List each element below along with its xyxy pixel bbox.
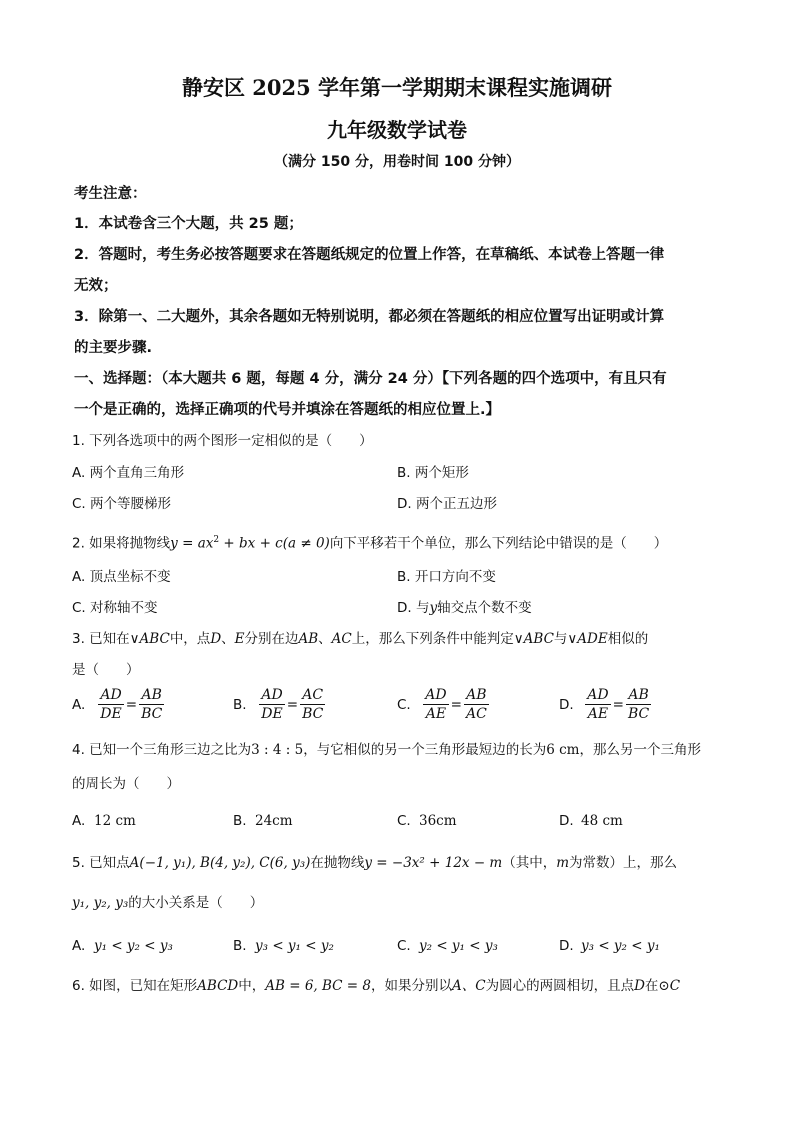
q2-formula-rest: + bx + c [219,535,283,552]
q4-text-3: ，那么另一个三角形 [579,742,701,758]
q1-option-c: C. 两个等腰梯形 [72,496,172,512]
q3-option-b [233,686,325,723]
score-note: （满分 150 分，用卷时间 100 分钟） [274,154,520,170]
option-value: y₃ < y₁ < y₂ [255,938,334,954]
q2-option-a: A. 顶点坐标不变 [72,569,171,585]
fraction-denominator: DE [100,706,122,722]
fraction-denominator: BC [141,706,163,722]
option-value: y₁ < y₂ < y₃ [94,938,173,954]
q4-option-d [559,811,623,831]
q3-option-d-frac-2 [626,686,651,723]
notice-item-3b: 的主要步骤. [74,340,153,356]
q3-text-5: 、 [318,631,332,647]
option-label: A. [72,938,86,954]
q3-option-d-frac-1 [585,686,610,723]
q6-text-2: 中， [238,978,266,994]
q3-text-1: 3. 已知在 [72,631,130,647]
fraction-numerator: AC [302,687,324,703]
q2-option-c: C. 对称轴不变 [72,600,158,616]
q1-option-a: A. 两个直角三角形 [72,465,185,481]
q5-option-d [559,936,660,956]
section-1-heading-a: 一、选择题：（本大题共 6 题，每题 4 分，满分 24 分）【下列各题的四个选项中，有且只有 [74,371,667,387]
notice-item-3a: 3．除第一、二大题外，其余各题如无特别说明，都必须在答题纸的相应位置写出证明或计算 [74,309,665,325]
q3-option-d-label: D. [559,696,574,713]
q3-option-a [72,686,164,723]
q3-text-7: 与 [553,631,568,647]
fraction-numerator: AB [141,687,162,703]
q3-option-a-frac-1 [98,686,123,723]
option-label: C. [397,813,411,829]
option-label: A. [72,813,86,829]
option-label: B. [233,938,247,954]
q2-formula-sq: 2 [213,535,220,545]
option-value: 12 cm [94,813,136,829]
q2-option-b: B. 开口方向不变 [397,569,496,585]
q3-point-e: E [234,631,245,647]
option-label: B. [233,813,247,829]
q4-stem-a [72,740,701,760]
q3-option-c-label: C. [397,696,411,713]
q6-dims: AB = 6, BC = 8 [265,978,371,994]
q6-circle-c: ⊙C [658,978,681,994]
page-title: 静安区 2025 学年第一学期期末课程实施调研 [181,75,613,100]
q2-option-d [397,598,532,618]
q5-text-2: 在抛物线 [310,855,365,871]
notice-item-1: 1．本试卷含三个大题，共 25 题； [74,216,303,232]
q3-option-a-frac-2 [139,686,164,723]
paper-subtitle: 九年级数学试卷 [327,118,467,142]
fraction-denominator: AE [425,706,447,722]
q2-option-d-post: 轴交点个数不变 [437,600,532,616]
q3-triangle-3: ∨ADE [567,631,608,647]
option-value: 36cm [419,813,457,829]
section-1-heading-b: 一个是正确的，选择正确项的代号并填涂在答题纸的相应位置上.】 [74,402,501,418]
q5-parabola: y = −3x² + 12x − m [364,855,503,871]
equals-sign: = [286,696,299,713]
q5-stem-b [72,893,263,913]
q3-point-d: D [210,631,222,647]
q3-text-4: 分别在边 [244,631,299,647]
q4-stem-b: 的周长为（ ） [72,776,180,792]
fraction-denominator: AC [465,706,487,722]
q5-ys: y₁, y₂, y₃ [72,895,129,911]
q4-length: 6 cm [546,742,580,758]
q2-stem [72,530,667,554]
notice-item-2b: 无效； [74,278,118,294]
q3-text-3: 、 [221,631,235,647]
fraction-denominator: AE [587,706,609,722]
equals-sign: = [450,696,462,713]
q6-text-1: 6. 如图，已知在矩形 [72,978,198,994]
q2-formula-cond: (a ≠ 0) [282,535,330,552]
q5-text-3: （其中， [502,855,557,871]
option-label: C. [397,938,411,954]
q3-option-b-label: B. [233,696,247,713]
q4-ratio: 3 : 4 : 5 [251,742,304,758]
q1-option-b: B. 两个矩形 [397,465,469,481]
q2-option-d-pre: D. 与 [397,600,430,616]
q6-centers: A、C [451,978,486,994]
fraction-numerator: AD [425,687,447,703]
q1-option-d: D. 两个正五边形 [397,496,497,512]
notice-item-2a: 2．答题时，考生务必按答题要求在答题纸规定的位置上作答，在草稿纸、本试卷上答题一律 [74,247,665,263]
q5-m: m [556,855,570,871]
q1-stem: 1. 下列各选项中的两个图形一定相似的是（ ） [72,433,373,449]
option-value: y₂ < y₁ < y₃ [419,938,498,954]
q2-stem-pre: 2. 如果将抛物线 [72,535,171,552]
q4-option-a [72,811,136,831]
q3-triangle-2: ∨ABC [513,631,554,647]
q3-option-b-frac-2 [300,686,325,723]
q3-option-c-frac-1 [423,686,448,723]
q3-side-ab: AB [298,631,319,647]
q4-option-b [233,811,293,831]
fraction-numerator: AD [587,687,609,703]
fraction-denominator: BC [302,706,324,722]
q5-text-5: 的大小关系是（ ） [128,895,264,911]
q3-stem-a [72,629,648,649]
option-value: 48 cm [581,813,623,829]
fraction-denominator: DE [261,706,283,722]
q3-option-b-frac-1 [259,686,284,723]
q6-text-5: 在 [644,978,659,994]
equals-sign: = [125,696,138,713]
q6-rect: ABCD [197,978,239,994]
fraction-numerator: AD [261,687,283,703]
q3-option-c-frac-2 [464,686,489,723]
fraction-numerator: AB [628,687,649,703]
q2-formula-eq: = [177,535,198,552]
q3-side-ac: AC [331,631,352,647]
q5-points: A(−1, y₁), B(4, y₂), C(6, y₃) [129,855,311,871]
q6-text-3: ，如果分别以 [370,978,452,994]
option-value: 24cm [255,813,293,829]
q2-option-d-var: y [429,600,438,616]
q3-option-d [559,686,651,723]
q4-text-1: 4. 已知一个三角形三边之比为 [72,742,252,758]
q5-stem-a [72,853,677,873]
q5-option-c [397,936,498,956]
q3-text-8: 相似的 [607,631,649,647]
q2-stem-post: 向下平移若干个单位，那么下列结论中错误的是（ ） [329,535,668,552]
option-label: D. [559,813,574,829]
option-label: D. [559,938,574,954]
fraction-numerator: AD [100,687,122,703]
q4-text-2: ，与它相似的另一个三角形最短边的长为 [303,742,547,758]
fraction-numerator: AB [466,687,487,703]
q3-stem-b: 是（ ） [72,662,140,678]
q2-formula-y: y [170,535,178,552]
fraction-denominator: BC [627,706,650,722]
q6-stem [72,976,680,996]
q5-text-4: 为常数）上，那么 [569,855,678,871]
q5-option-b [233,936,334,956]
q5-text-1: 5. 已知点 [72,855,130,871]
notice-heading: 考生注意： [74,186,147,202]
q5-option-a [72,936,173,956]
q6-point-d: D [634,978,645,994]
q4-option-c [397,811,457,831]
q6-text-4: 为圆心的两圆相切，且点 [485,978,635,994]
q3-option-c [397,686,489,723]
q3-text-2: 中，点 [169,631,211,647]
equals-sign: = [612,696,624,713]
option-value: y₃ < y₂ < y₁ [581,938,660,954]
q3-text-6: 上，那么下列条件中能判定 [351,631,514,647]
q2-formula-a: ax [197,535,214,552]
q3-triangle-1: ∨ABC [129,631,170,647]
q3-option-a-label: A. [72,696,86,713]
